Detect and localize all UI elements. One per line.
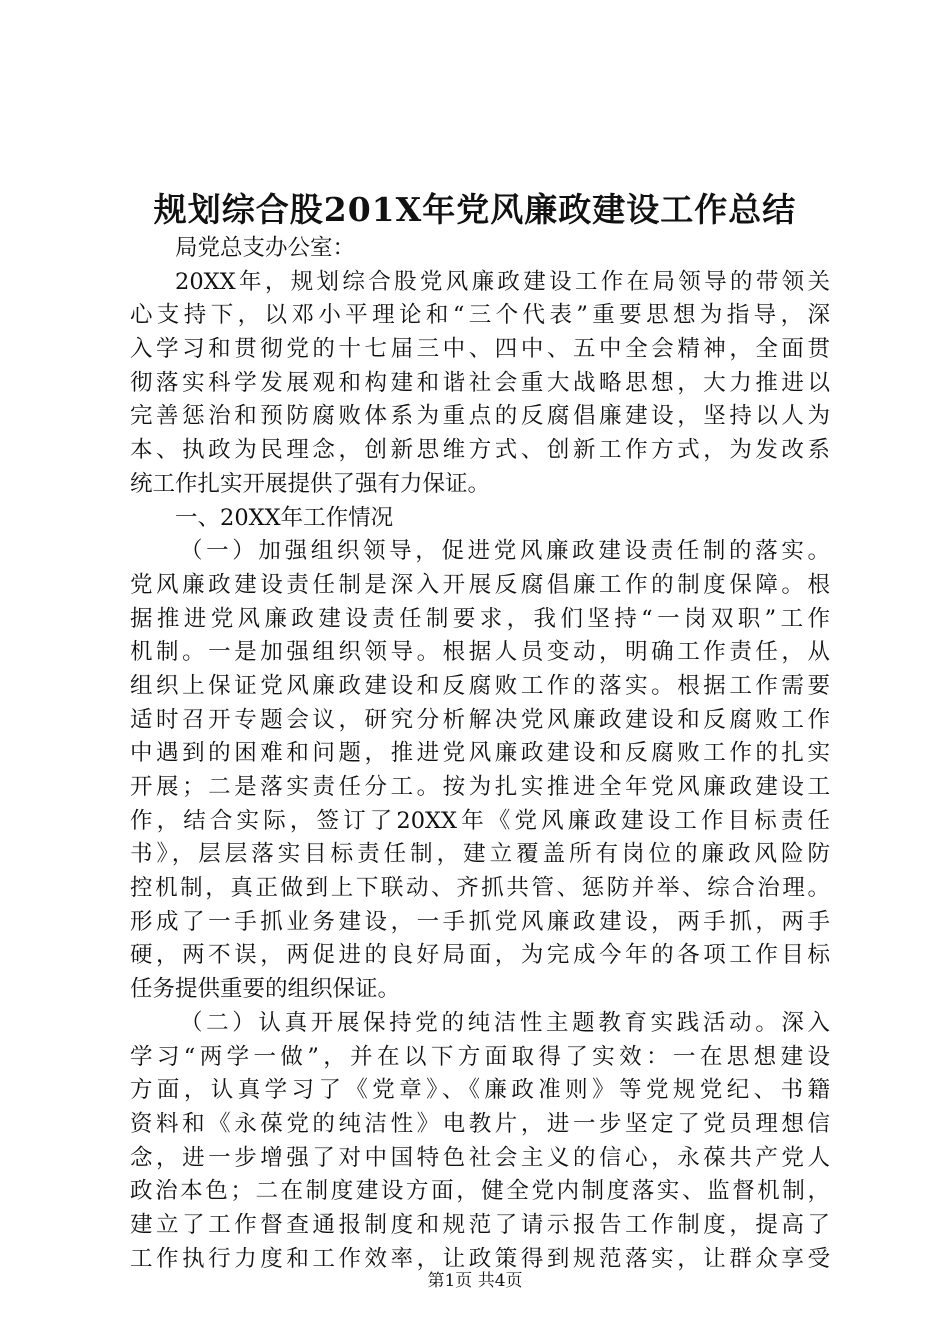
subsection-heading: （一）加强组织领导，促进党风廉政建设责任制的落实。 (180, 538, 830, 565)
salutation-line: 局党总支办公室： (175, 235, 356, 261)
paragraph-line: 适时召开专题会议，研究分析解决党风廉政建设和反腐败工作 (130, 706, 830, 733)
paragraph-line: 形成了一手抓业务建设，一手抓党风廉政建设，两手抓，两手 (130, 908, 830, 935)
paragraph-line: 据推进党风廉政建设责任制要求，我们坚持“一岗双职”工作 (130, 605, 830, 632)
subsection-heading: （二）认真开展保持党的纯洁性主题教育实践活动。深入 (180, 1009, 830, 1036)
paragraph-line: 硬，两不误，两促进的良好局面，为完成今年的各项工作目标 (130, 942, 830, 969)
paragraph-line: 完善惩治和预防腐败体系为重点的反腐倡廉建设，坚持以人为 (130, 403, 830, 430)
paragraph-line: 组织上保证党风廉政建设和反腐败工作的落实。根据工作需要 (130, 672, 830, 699)
paragraph-line: 资料和《永葆党的纯洁性》电教片，进一步坚定了党员理想信 (130, 1110, 830, 1137)
paragraph-line: 作，结合实际，签订了20XX年《党风廉政建设工作目标责任 (130, 807, 830, 834)
document-body (130, 232, 830, 1276)
paragraph-line: 工作执行力度和工作效率，让政策得到规范落实，让群众享受 (130, 1245, 830, 1272)
paragraph-line: 书》，层层落实目标责任制，建立覆盖所有岗位的廉政风险防 (130, 841, 830, 868)
paragraph-line: 方面，认真学习了《党章》、《廉政准则》等党规党纪、书籍 (130, 1077, 830, 1104)
paragraph-line: 党风廉政建设责任制是深入开展反腐倡廉工作的制度保障。根 (130, 571, 830, 598)
paragraph-line: 入学习和贯彻党的十七届三中、四中、五中全会精神，全面贯 (130, 336, 830, 363)
paragraph-line: 建立了工作督查通报制度和规范了请示报告工作制度，提高了 (130, 1211, 830, 1238)
paragraph-line: 中遇到的困难和问题，推进党风廉政建设和反腐败工作的扎实 (130, 740, 830, 767)
paragraph-line: 统工作扎实开展提供了强有力保证。 (130, 470, 491, 497)
paragraph-line: 念，进一步增强了对中国特色社会主义的信心，永葆共产党人 (130, 1144, 830, 1171)
paragraph-line: 学习“两学一做”，并在以下方面取得了实效：一在思想建设 (130, 1043, 830, 1070)
paragraph-line: 政治本色；二在制度建设方面，健全党内制度落实、监督机制， (130, 1178, 830, 1205)
paragraph-line: 20XX年，规划综合股党风廉政建设工作在局领导的带领关 (175, 268, 830, 295)
paragraph-line: 心支持下，以邓小平理论和“三个代表”重要思想为指导，深 (130, 302, 830, 329)
paragraph-line: 任务提供重要的组织保证。 (130, 976, 401, 1003)
paragraph-line: 本、执政为民理念，创新思维方式、创新工作方式，为发改系 (130, 437, 830, 464)
paragraph-line: 控机制，真正做到上下联动、齐抓共管、惩防并举、综合治理。 (130, 875, 830, 902)
paragraph-line: 机制。一是加强组织领导。根据人员变动，明确工作责任，从 (130, 639, 830, 666)
page-number-footer: 第1页 共4页 (427, 1271, 523, 1291)
section-heading: 一、20XX年工作情况 (175, 504, 394, 531)
paragraph-line: 彻落实科学发展观和构建和谐社会重大战略思想，大力推进以 (130, 369, 830, 396)
document-title: 规划综合股201X年党风廉政建设工作总结 (153, 190, 797, 229)
paragraph-line: 开展；二是落实责任分工。按为扎实推进全年党风廉政建设工 (130, 774, 830, 800)
